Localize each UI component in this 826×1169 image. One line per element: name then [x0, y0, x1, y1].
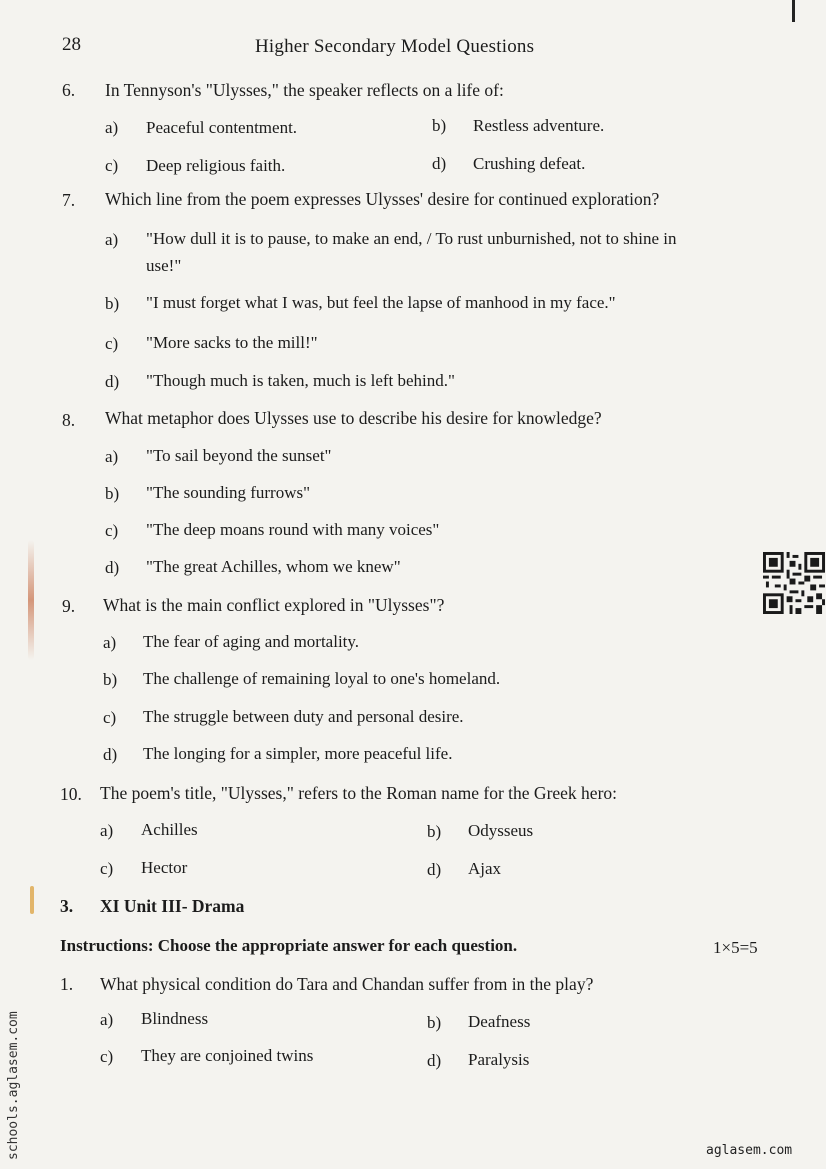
option-d: "The great Achilles, whom we knew" — [146, 557, 401, 576]
question-number: 7. — [62, 190, 76, 210]
option-label: a) — [100, 1010, 114, 1029]
page-corner-mark — [792, 0, 795, 22]
option-a-continued: use!" — [146, 256, 182, 275]
section-instructions: Instructions: Choose the appropriate answer for each question. — [60, 936, 518, 955]
section-title: XI Unit III- Drama — [100, 896, 245, 916]
option-c: "The deep moans round with many voices" — [146, 520, 440, 539]
option-b: Odysseus — [468, 821, 534, 840]
question-text: Which line from the poem expresses Ulysses' desire for continued exploration? — [105, 189, 660, 209]
option-label: d) — [432, 154, 447, 173]
option-label: b) — [105, 484, 120, 503]
option-c: The struggle between duty and personal desire. — [143, 707, 464, 726]
option-c: They are conjoined twins — [141, 1046, 314, 1065]
question-number: 10. — [60, 784, 82, 804]
option-label: a) — [105, 230, 119, 249]
option-label: c) — [100, 859, 114, 878]
option-d: Crushing defeat. — [473, 154, 586, 173]
question-text: The poem's title, "Ulysses," refers to the Roman name for the Greek hero: — [100, 783, 618, 803]
option-label: d) — [427, 1051, 442, 1070]
option-b: The challenge of remaining loyal to one's homeland. — [143, 669, 501, 688]
qr-code-icon — [763, 552, 825, 614]
option-a: Blindness — [141, 1009, 209, 1028]
question-text: What is the main conflict explored in "Ulysses"? — [103, 595, 445, 615]
page-header-title: Higher Secondary Model Questions — [255, 36, 535, 57]
section-number: 3. — [60, 896, 74, 916]
option-label: a) — [103, 633, 117, 652]
option-d: Paralysis — [468, 1050, 530, 1069]
option-b: "The sounding furrows" — [146, 483, 311, 502]
option-a: "To sail beyond the sunset" — [146, 446, 332, 465]
option-a: "How dull it is to pause, to make an end, / To rust unburnished, not to shine in — [146, 229, 677, 248]
option-label: c) — [105, 156, 119, 175]
option-c: "More sacks to the mill!" — [146, 333, 318, 352]
option-b: "I must forget what I was, but feel the lapse of manhood in my face." — [146, 293, 616, 312]
question-text: What metaphor does Ulysses use to describe his desire for knowledge? — [105, 408, 602, 428]
question-number: 8. — [62, 410, 76, 430]
option-label: c) — [105, 521, 119, 540]
option-a: The fear of aging and mortality. — [143, 632, 360, 651]
footer-watermark: aglasem.com — [706, 1143, 793, 1158]
option-label: d) — [105, 558, 120, 577]
option-label: d) — [105, 372, 120, 391]
question-number: 6. — [62, 80, 76, 100]
option-label: d) — [103, 745, 118, 764]
option-label: b) — [427, 1013, 442, 1032]
option-b: Deafness — [468, 1012, 531, 1031]
option-label: c) — [105, 334, 119, 353]
question-text: In Tennyson's "Ulysses," the speaker reflects on a life of: — [105, 80, 504, 100]
option-label: b) — [103, 670, 118, 689]
option-label: b) — [105, 294, 120, 313]
option-d: Ajax — [468, 859, 502, 878]
page-number: 28 — [62, 34, 81, 55]
option-label: b) — [427, 822, 442, 841]
option-label: a) — [100, 821, 114, 840]
option-label: c) — [103, 708, 117, 727]
option-label: a) — [105, 447, 119, 466]
question-number: 9. — [62, 596, 76, 616]
scan-smudge — [30, 886, 34, 914]
option-c: Hector — [141, 858, 188, 877]
option-d: The longing for a simpler, more peaceful life. — [143, 744, 453, 763]
option-a: Peaceful contentment. — [146, 118, 298, 137]
scan-smudge — [28, 540, 34, 660]
option-label: a) — [105, 118, 119, 137]
option-c: Deep religious faith. — [146, 156, 286, 175]
option-label: b) — [432, 116, 447, 135]
question-text: What physical condition do Tara and Chandan suffer from in the play? — [100, 974, 594, 994]
option-label: c) — [100, 1047, 114, 1066]
question-number: 1. — [60, 974, 74, 994]
option-d: "Though much is taken, much is left behind." — [146, 371, 455, 390]
side-watermark: schools.aglasem.com — [6, 1011, 21, 1160]
option-a: Achilles — [141, 820, 198, 839]
option-label: d) — [427, 860, 442, 879]
section-marks: 1×5=5 — [713, 938, 758, 957]
option-b: Restless adventure. — [473, 116, 605, 135]
